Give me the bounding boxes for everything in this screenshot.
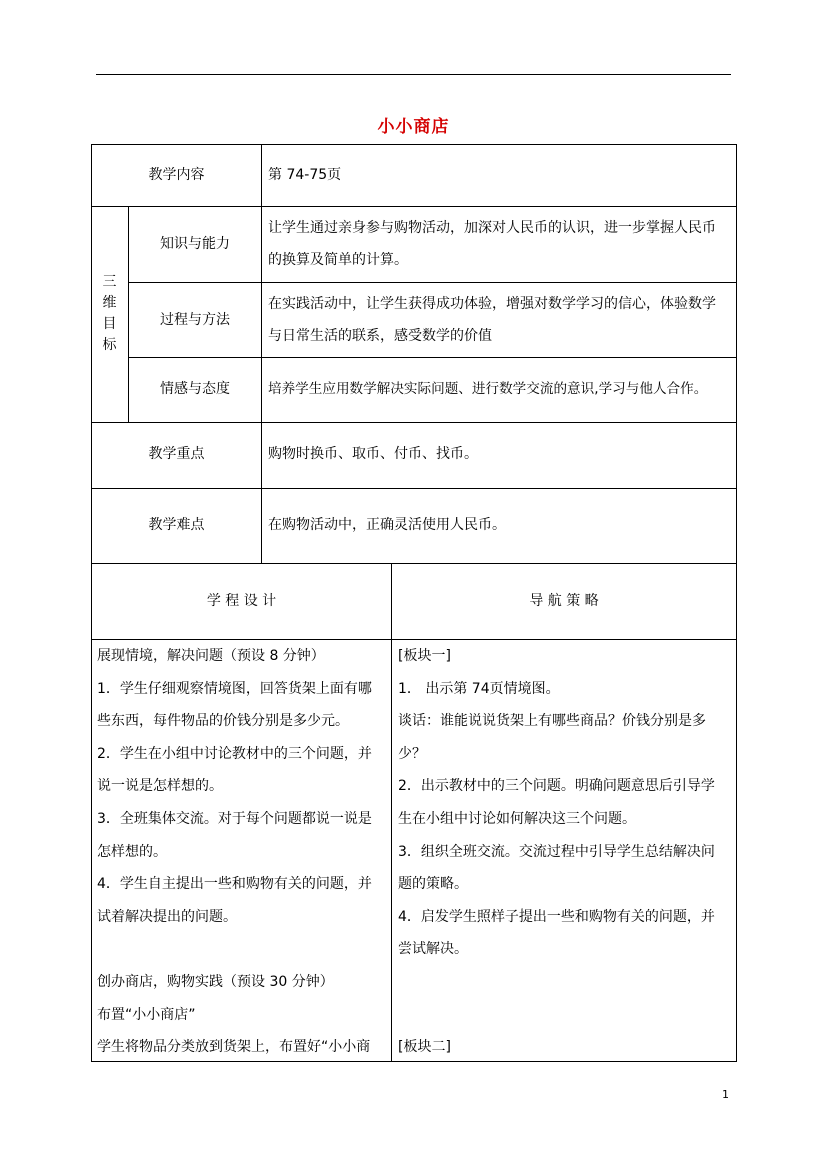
learning-design-content bbox=[97, 640, 372, 1064]
text-line: 4．学生自主提出一些和购物有关的问题，并 bbox=[97, 876, 372, 893]
process-label: 过程与方法 bbox=[160, 312, 230, 328]
text-line: 创办商店，购物实践（预设 30 分钟） bbox=[97, 973, 334, 990]
text-line: 些东西，每件物品的价钱分别是多少元。 bbox=[97, 713, 349, 730]
text-line bbox=[97, 933, 372, 966]
text-line: 谈话：谁能说说货架上有哪些商品？价钱分别是多 bbox=[398, 713, 706, 730]
text-line: 2．学生在小组中讨论教材中的三个问题，并 bbox=[97, 745, 372, 762]
content-value: 第 74-75页 bbox=[268, 167, 342, 183]
knowledge-value: 让学生通过亲身参与购物活动，加深对人民币的认识，进一步掌握人民币 的换算及简单的计算。 bbox=[268, 220, 716, 268]
knowledge-label: 知识与能力 bbox=[160, 236, 230, 252]
text-line: 生在小组中讨论如何解决这三个问题。 bbox=[398, 810, 636, 827]
text-line: 尝试解决。 bbox=[398, 941, 468, 958]
text-line: [板块二] bbox=[398, 1039, 451, 1056]
emotion-label: 情感与态度 bbox=[160, 381, 230, 397]
navigation-strategy-content bbox=[398, 640, 715, 1064]
three-dimension-goals-label: 三 维 目 标 bbox=[102, 274, 117, 353]
learning-design-header: 学 程 设 计 bbox=[206, 593, 277, 609]
text-line: 1．学生仔细观察情境图，回答货架上面有哪 bbox=[97, 680, 372, 697]
text-line: 试着解决提出的问题。 bbox=[97, 908, 237, 925]
difficulty-value: 在购物活动中，正确灵活使用人民币。 bbox=[268, 517, 506, 533]
text-line: [板块一] bbox=[398, 648, 451, 664]
text-line: 说一说是怎样想的。 bbox=[97, 778, 223, 795]
text-line bbox=[398, 966, 715, 999]
text-line: 3．全班集体交流。对于每个问题都说一说是 bbox=[97, 810, 372, 827]
navigation-strategy-header: 导 航 策 略 bbox=[529, 593, 599, 609]
page-number: 1 bbox=[722, 1088, 729, 1101]
text-line: 3．组织全班交流。交流过程中引导学生总结解决问 bbox=[398, 843, 715, 860]
key-point-value: 购物时换币、取币、付币、找币。 bbox=[268, 446, 478, 462]
page-title: 小小商店 bbox=[377, 117, 450, 137]
process-value: 在实践活动中，让学生获得成功体验，增强对数学学习的信心，体验数学 与日常生活的联系，感受数学的价值 bbox=[268, 296, 716, 344]
text-line: 题的策略。 bbox=[398, 876, 468, 893]
content-label: 教学内容 bbox=[148, 167, 205, 183]
text-line: 学生将物品分类放到货架上，布置好“小小商 bbox=[97, 1039, 371, 1056]
emotion-value: 培养学生应用数学解决实际问题、进行数学交流的意识,学习与他人合作。 bbox=[268, 381, 708, 397]
text-line: 4．启发学生照样子提出一些和购物有关的问题，并 bbox=[398, 908, 715, 925]
text-line: 怎样想的。 bbox=[97, 843, 167, 860]
header-rule bbox=[96, 74, 731, 75]
text-line: 2．出示教材中的三个问题。明确问题意思后引导学 bbox=[398, 778, 715, 795]
text-line: 布置“小小商店” bbox=[97, 1006, 196, 1023]
key-point-label: 教学重点 bbox=[148, 446, 205, 462]
text-line: 少？ bbox=[398, 745, 426, 762]
text-line: 展现情境，解决问题（预设 8 分钟） bbox=[97, 648, 325, 664]
difficulty-label: 教学难点 bbox=[148, 517, 205, 533]
text-line bbox=[398, 999, 715, 1032]
text-line: 1． 出示第 74页情境图。 bbox=[398, 680, 560, 697]
